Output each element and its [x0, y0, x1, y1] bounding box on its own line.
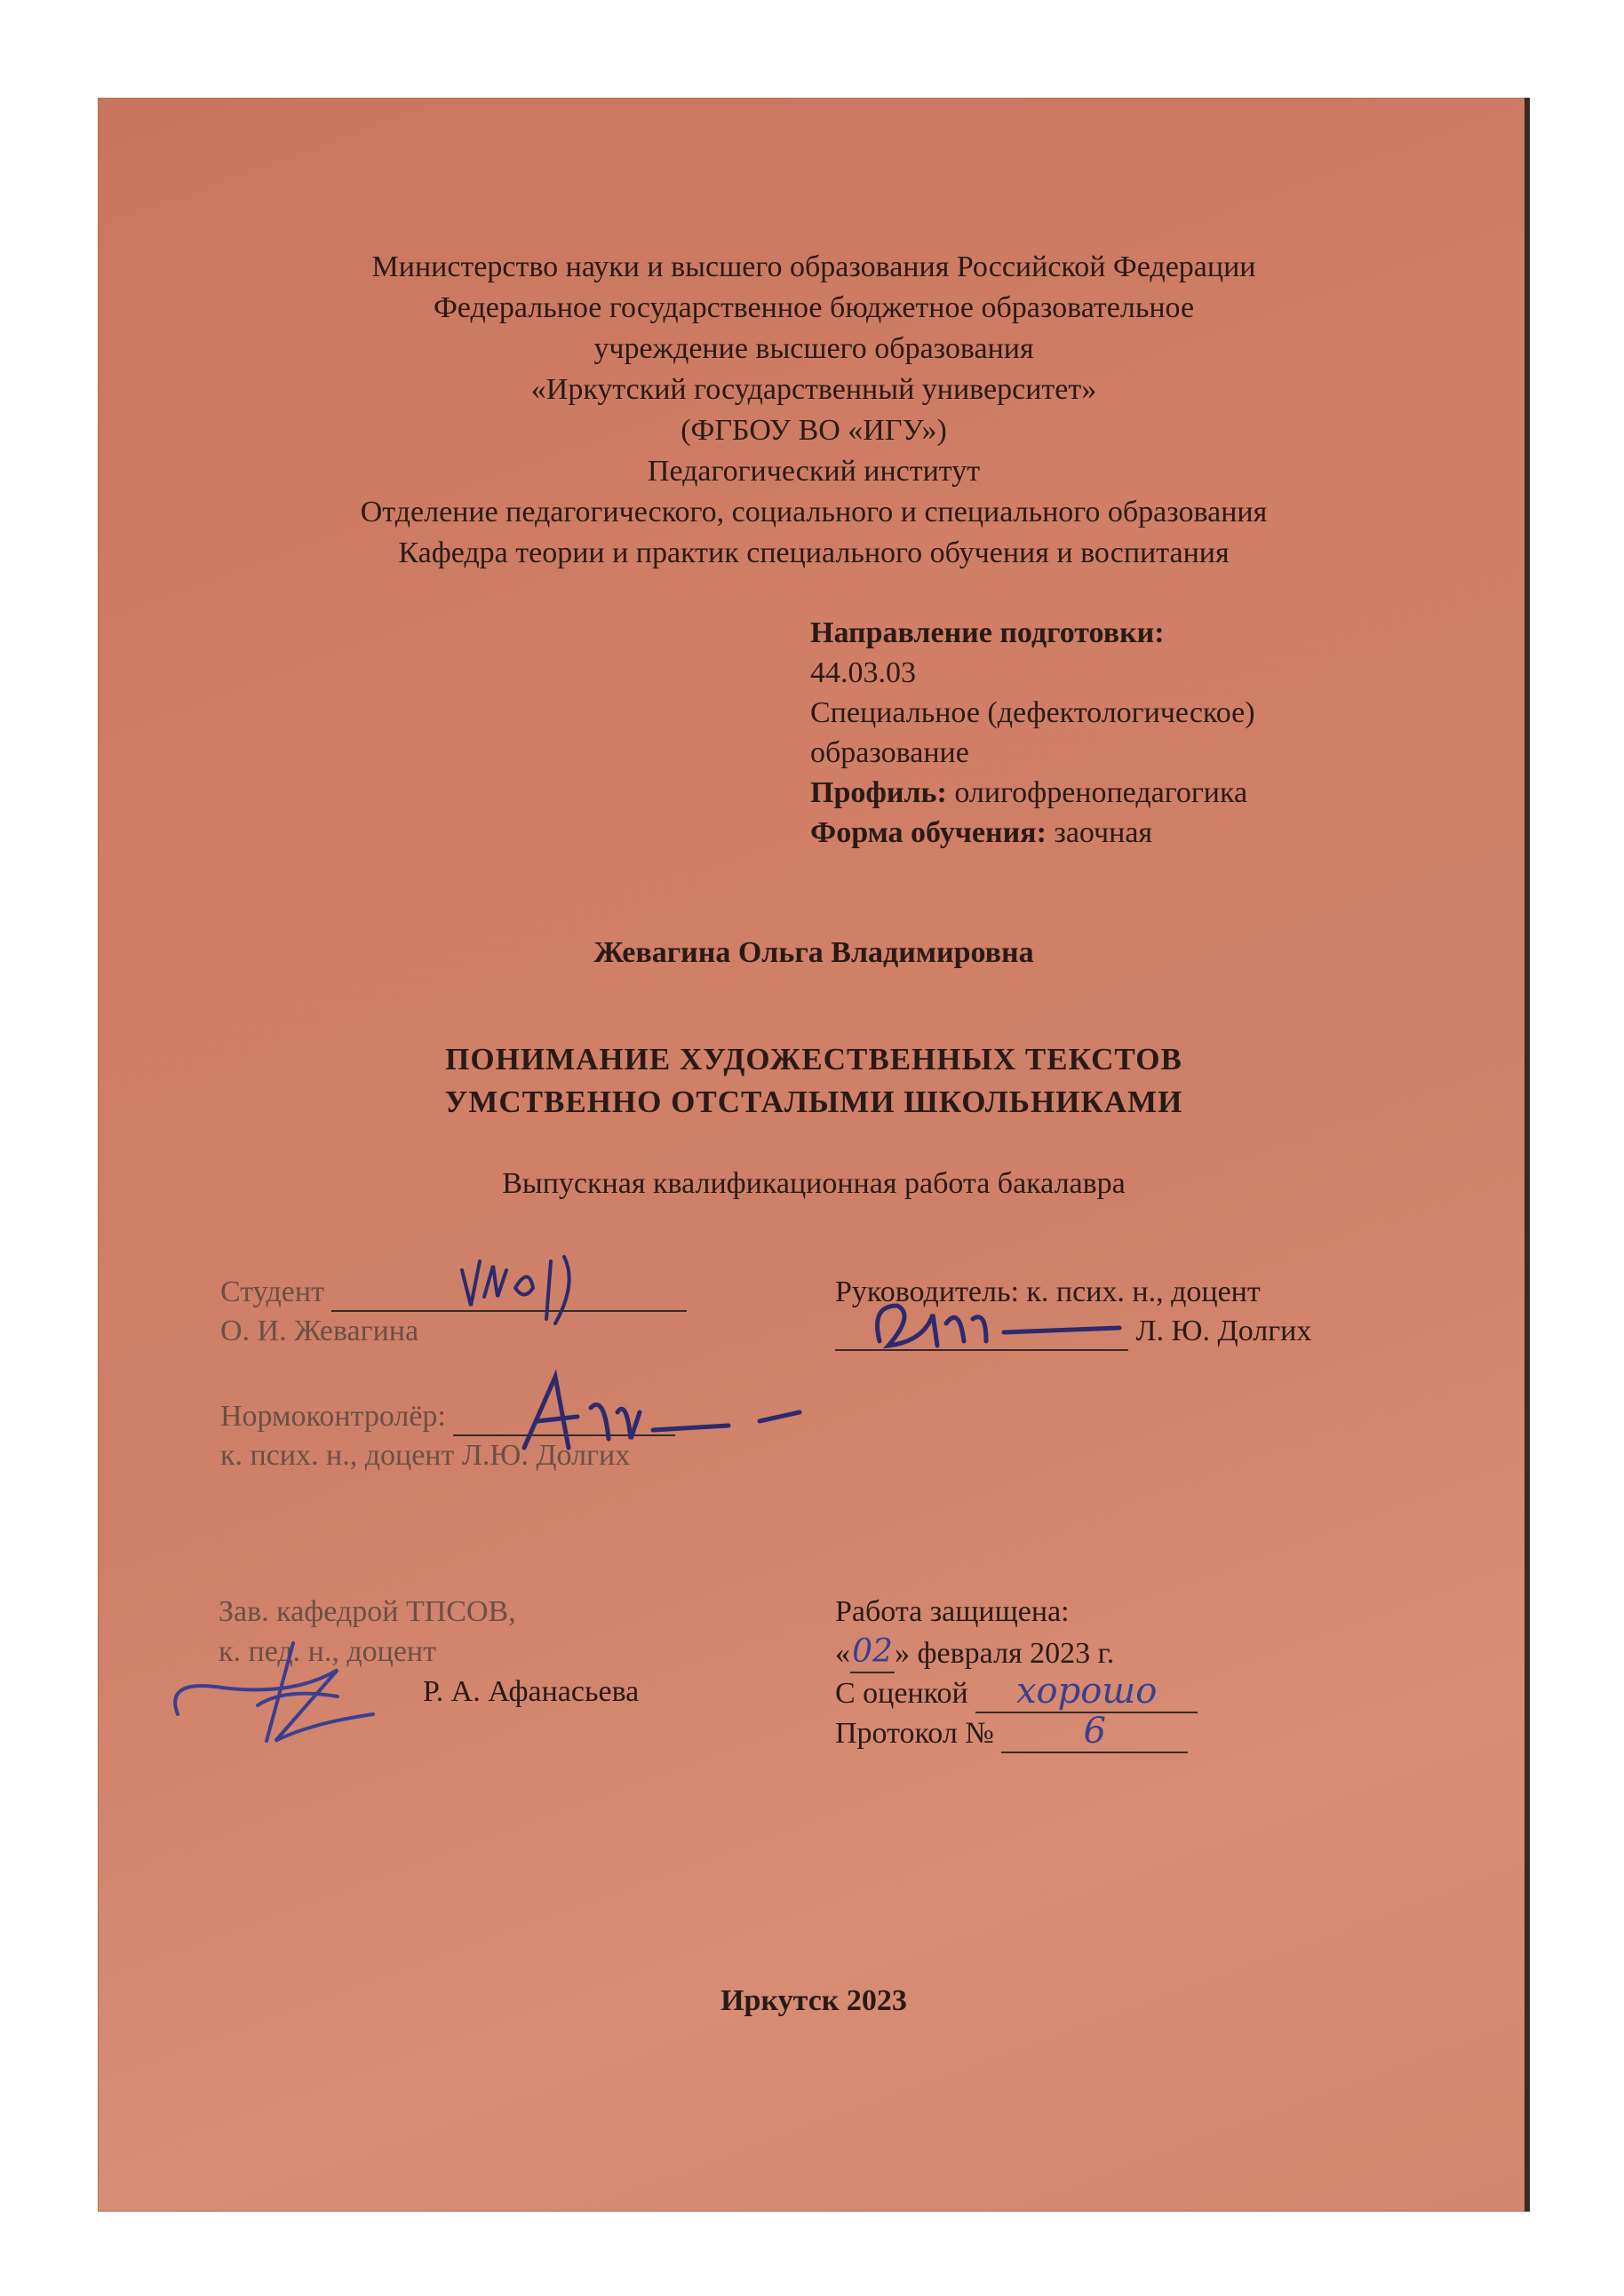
protocol-label: Протокол № [835, 1717, 994, 1750]
defense-month-year: » февраля 2023 г. [895, 1637, 1115, 1670]
defense-day: 02 [850, 1632, 895, 1673]
defense-date [835, 1632, 1114, 1673]
student-label: Студент [220, 1275, 324, 1308]
profile-label: Профиль: [810, 776, 947, 809]
header-institution: учреждение высшего образования [593, 332, 1034, 365]
profile-line [810, 773, 1247, 813]
normcontrol-line [220, 1396, 675, 1436]
direction-name-2: образование [810, 736, 969, 769]
normcontrol-name: к. псих. н., доцент Л.Ю. Долгих [220, 1439, 631, 1472]
header-ministry: Министерство науки и высшего образования Российской Федерации [371, 250, 1256, 283]
supervisor-signature-line [835, 1323, 1128, 1351]
thesis-title-line1: ПОНИМАНИЕ ХУДОЖЕСТВЕННЫХ ТЕКСТОВ [445, 1042, 1182, 1076]
defense-label: Работа защищена: [835, 1595, 1070, 1628]
head-degree: к. пед. н., доцент [219, 1635, 436, 1668]
header-chair: Кафедра теории и практик специального обучения и воспитания [398, 536, 1230, 569]
supervisor-label: Руководитель: к. псих. н., доцент [835, 1275, 1261, 1308]
direction-label: Направление подготовки: [810, 616, 1165, 649]
normcontrol-label: Нормоконтролёр: [220, 1400, 446, 1433]
header-abbrev: (ФГБОУ ВО «ИГУ») [681, 414, 947, 447]
profile-value: олигофренопедагогика [946, 776, 1248, 809]
date-open-quote: « [835, 1637, 850, 1670]
form-line [810, 813, 1152, 853]
supervisor-line [835, 1311, 1311, 1351]
protocol-value: 6 [1001, 1712, 1188, 1753]
author-name: Жевагина Ольга Владимировна [593, 936, 1034, 969]
header-federal: Федеральное государственное бюджетное образовательное [433, 291, 1195, 324]
normcontrol-signature-line [453, 1408, 675, 1436]
head-name: Р. А. Афанасьева [423, 1675, 640, 1708]
grade-line [835, 1672, 1198, 1713]
grade-label: С оценкой [835, 1677, 968, 1710]
form-label: Форма обучения: [810, 816, 1047, 849]
student-signature-line [331, 1283, 687, 1312]
header-university: «Иркутский государственный университет» [530, 373, 1097, 406]
grade-value: хорошо [975, 1672, 1198, 1713]
thesis-title-line2: УМСТВЕННО ОТСТАЛЫМИ ШКОЛЬНИКАМИ [444, 1084, 1183, 1119]
form-value: заочная [1046, 816, 1153, 849]
title-page [98, 98, 1530, 2212]
header-department: Отделение педагогического, социального и специального образования [360, 496, 1268, 528]
student-line [220, 1272, 687, 1312]
supervisor-name: Л. Ю. Долгих [1135, 1315, 1312, 1347]
footer-city-year: Иркутск 2023 [720, 1984, 907, 2017]
protocol-line [835, 1712, 1188, 1753]
head-title: Зав. кафедрой ТПСОВ, [219, 1595, 516, 1628]
direction-code: 44.03.03 [810, 656, 916, 689]
header-institute: Педагогический институт [647, 455, 981, 488]
work-type: Выпускная квалификационная работа бакалавра [502, 1167, 1126, 1200]
student-name: О. И. Жевагина [220, 1315, 419, 1347]
direction-name-1: Специальное (дефектологическое) [810, 696, 1255, 729]
